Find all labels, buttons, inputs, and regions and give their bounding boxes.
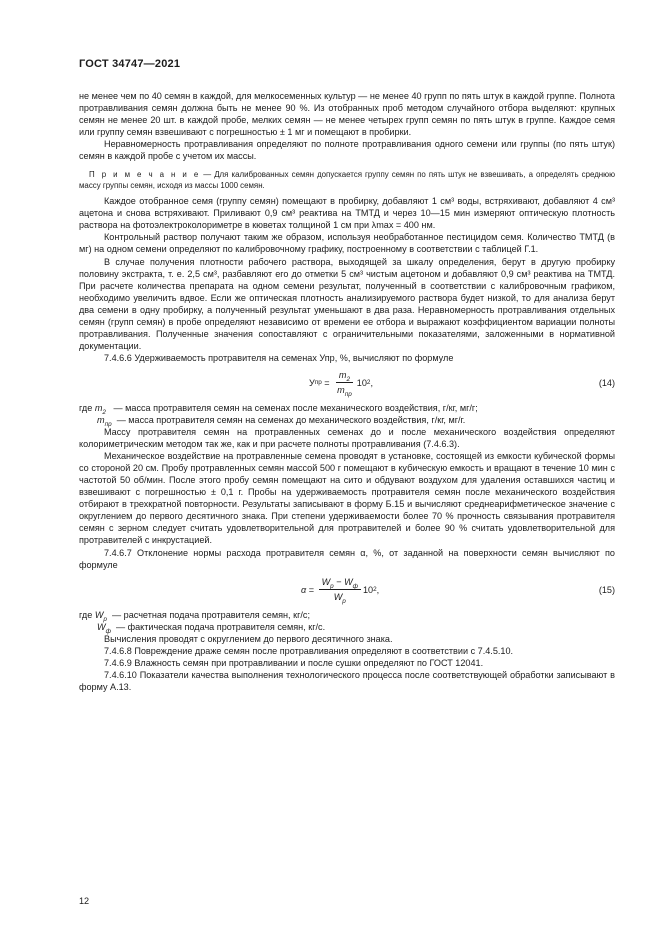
note — [79, 169, 615, 191]
formula-14-eq: = — [324, 377, 330, 388]
formula-15-num-b: W — [344, 577, 353, 588]
formula-14-numerator: m — [338, 370, 347, 381]
formula-14-denominator: m — [337, 385, 345, 396]
definition-mpr: $m_{пр}$ — масса протравителя семян на семенах до механического воздействия, г/кг, мг/г. — [97, 414, 466, 428]
formula-14-expression: У пр = $\frac{m_2}{m_{пр}}$ 10 2 , — [309, 370, 373, 399]
definitions-14 — [79, 402, 615, 426]
symbol-m2: m — [94, 402, 103, 413]
definition-wr-text: — расчетная подача протравителя семян, кг/с; — [112, 609, 311, 620]
definitions-15 — [79, 609, 615, 633]
formula-15 — [79, 571, 615, 609]
formula-14-numerator-sub: 2 — [346, 376, 351, 384]
formula-15-lhs: α — [301, 584, 307, 595]
formula-15-fraction: $\frac{W_р - W_ф}{W_р}$ — [319, 576, 361, 603]
paragraph-8: Механическое воздействие на протравленные семена проводят в установке, состоящей из емкости кубической формы со стороной 20 см. Пробу протравленных семян массой 500 г помещают в кубическую емкость и вращают в течение 10 мин с частотой 50 об/мин. После этого пробу семян помещают на сито и обдувают воздухом для удаления оставшихся частиц и взвешивают с погрешностью ± 0,1 г. Пробы на удерживаемость протравителя семян после механического воздействия отбирают в трехкратной повторности. Результаты записывают в форму Б.15 и вычисляют среднеарифметическое значение с округлением до первого десятичного знака. При степени удерживаемости более 70 % прочность связывания протравителя семян с зерном следует считать удовлетворительной для протравителей и более 90 % считать удовлетворительной для протравителей с инкрустацией. — [79, 451, 615, 546]
paragraph-4: Контрольный раствор получают таким же образом, используя необработанное пестицидом семя. Количество ТМТД (в мг) на одном семени определяют по калибровочному графику, построенному в соответствии с таблицей Г.1. — [79, 232, 615, 255]
formula-15-number: (15) — [598, 584, 615, 595]
page-number: 12 — [79, 896, 90, 906]
formula-14-denominator-sub: пр — [344, 391, 352, 399]
formula-14-lhs: У — [309, 377, 315, 388]
formula-14-factor: 10 — [356, 377, 367, 388]
paragraph-1: не менее чем по 40 семян в каждой, для мелкосеменных культур — не менее 40 групп по пять штук в каждой группе. Полнота протравливания семян должна быть не менее 90 %. Из отобранных проб методом случайного отбора выделяют: крупных семян не менее 20 шт. в каждой пробе, мелких семян — не менее четырех групп семян по пять штук в группе. Каждое семя или группу семян взвешивают с погрешностью ± 1 мг и помещают в пробирки. — [79, 91, 615, 138]
definition-mpr-text: — масса протравителя семян на семенах до механического воздействия, г/кг, мг/г. — [116, 414, 466, 425]
formula-14-fraction — [334, 369, 355, 399]
formula-15-num-a: W — [321, 577, 331, 588]
paragraph-11: 7.4.6.8 Повреждение драже семян после протравливания определяют в соответствии с 7.4.5.10. — [104, 645, 514, 656]
formula-14-number: (14) — [598, 377, 615, 388]
definition-wf-text: — фактическая подача протравителя семян, кг/с. — [115, 621, 326, 632]
paragraph-7: Массу протравителя семян на протравленных семенах до и после механического воздействия определяют колориметрическим методом так же, как и при расчете полноты протравливания (7.4.6.3). — [79, 427, 615, 450]
document-body — [79, 90, 615, 693]
paragraph-2: Неравномерность протравливания определяют по полноте протравливания одного семени или группы (по пять штук) семян в каждой пробе с учетом их массы. — [79, 139, 615, 162]
definition-wf: $W_ф$ — фактическая подача протравителя семян, кг/с. — [97, 621, 326, 635]
paragraph-6: 7.4.6.6 Удерживаемость протравителя на семенах Упр, %, вычисляют по формуле — [104, 352, 454, 363]
symbol-wr: W — [94, 609, 104, 620]
symbol-wf: W — [97, 621, 106, 632]
formula-15-eq: = — [308, 584, 315, 595]
formula-14-tail: , — [370, 377, 373, 388]
formula-15-expression: α = $\frac{W_р - W_ф}{W_р}$ 10 2 , — [301, 577, 380, 605]
formula-15-denominator: W — [333, 592, 343, 603]
definition-wr: где $W_р$ — расчетная подача протравителя семян, кг/с; — [79, 609, 311, 623]
paragraph-12: 7.4.6.9 Влажность семян при протравливании и после сушки определяют по ГОСТ 12041. — [104, 657, 484, 668]
note-label: П р и м е ч а н и е — [89, 170, 201, 180]
formula-15-factor: 10 — [363, 584, 374, 595]
definition-m2: где $m_2$ — масса протравителя семян на семенах после механического воздействия, г/кг, мг/г; — [79, 402, 478, 416]
paragraph-3: Каждое отобранное семя (группу семян) помещают в пробирку, добавляют 1 см³ воды, встряхивают, добавляют 4 см³ ацетона и снова встряхивают. Приливают 0,9 см³ реактива на ТМТД и через 10—15 мин измеряют оптическую плотность раствора на фотоэлектроколориметре в кюветах толщиной 1 см при λmax = 400 нм. — [79, 196, 615, 231]
symbol-mpr: m — [97, 414, 105, 425]
paragraph-9: 7.4.6.7 Отклонение нормы расхода протравителя семян α, %, от заданной на поверхности семян вычисляют по формуле — [79, 547, 615, 570]
formula-14 — [79, 364, 615, 402]
document-header: ГОСТ 34747—2021 — [79, 58, 181, 70]
paragraph-10: Вычисления проводят с округлением до первого десятичного знака. — [104, 633, 393, 644]
paragraph-5: В случае получения плотности рабочего раствора, выходящей за шкалу определения, берут в другую пробирку половину экстракта, т. е. 2,5 см³, разбавляют его до отметки 5 см³ чистым ацетоном и добавляют 0,9 см³ реактива на ТМТД. При расчете количества препарата на одном семени результат, полученный в соответствии с калибровочным графиком, необходимо увеличить вдвое. Если же оптическая плотность анализируемого раствора будет низкой, то для анализа берут два семени в одну пробирку, а полученный результат уменьшают в два раза. Неравномерность протравливания отдельных семян (групп семян) в пробе определяют независимо от времени ее отбора и выражают коэффициентом вариации полноты протравливания. Полученные значения сопоставляют с ограничительными показателями, заложенными в нормативной документации. — [79, 256, 615, 351]
where-label: где — [79, 402, 93, 413]
note-text: — Для калиброванных семян допускается группу семян по пять штук не взвешивать, а определять среднюю массу группы семян, исходя из массы 1000 семян. — [79, 170, 615, 191]
paragraph-13: 7.4.6.10 Показатели качества выполнения технологического процесса после соответствующей обработки записывают в форму А.13. — [79, 669, 615, 692]
definition-m2-text: — масса протравителя семян на семенах после механического воздействия, г/кг, мг/г; — [113, 402, 478, 413]
